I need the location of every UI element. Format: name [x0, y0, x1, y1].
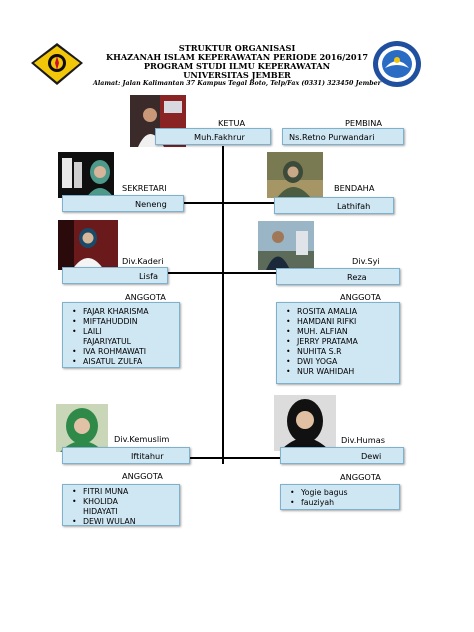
header-program: PROGRAM STUDI ILMU KEPERAWATAN — [143, 61, 331, 71]
bendahara-role: BENDAHA — [334, 183, 375, 193]
syiar-name-box: Reza — [276, 268, 400, 285]
kemuslim-photo — [56, 404, 108, 452]
anggota-kaderi-list — [62, 302, 180, 368]
header-org-name: KHAZANAH ISLAM KEPERAWATAN PERIODE 2016/2017 — [105, 52, 369, 62]
ketua-name-box: Muh.Fakhrur — [155, 128, 271, 145]
bendahara-photo — [267, 152, 323, 198]
main-vertical-connector — [222, 146, 224, 464]
list-item: • HAMDANI RIFKI — [297, 317, 397, 327]
humas-name-box: Dewi — [280, 447, 404, 464]
syiar-photo — [258, 221, 314, 270]
list-item: • FITRI MUNA — [83, 487, 177, 497]
syiar-role: Div.Syi — [352, 256, 380, 266]
list-item: • KHOLIDA HIDAYATI — [83, 497, 139, 517]
kaderi-role: Div.Kaderi — [122, 256, 164, 266]
anggota-syiar-label: ANGGOTA — [340, 292, 381, 302]
sekretaris-photo — [58, 152, 114, 198]
list-item: • LAILI FAJARIYATUL — [83, 327, 147, 347]
list-item: • NUHITA S.R — [297, 347, 397, 357]
header-address: Alamat: Jalan Kalimantan 37 Kampus Tegal Boto, Telp/Fax (0331) 323450 Jember — [93, 80, 381, 87]
anggota-kemuslim-label: ANGGOTA — [122, 471, 163, 481]
list-item: • NUR WAHIDAH — [297, 367, 397, 377]
humas-role: Div.Humas — [341, 435, 385, 445]
pembina-name-box: Ns.Retno Purwandari — [282, 128, 404, 145]
pembina-role: PEMBINA — [345, 118, 382, 128]
bendahara-name-box: Lathifah — [274, 197, 394, 214]
kaderi-connector — [166, 272, 278, 274]
anggota-kemuslim-list — [62, 484, 180, 526]
list-item: • JERRY PRATAMA — [297, 337, 397, 347]
anggota-humas-list — [280, 484, 400, 510]
list-item: • MUH. ALFIAN — [297, 327, 397, 337]
humas-photo — [274, 395, 336, 451]
anggota-humas-label: ANGGOTA — [340, 472, 381, 482]
list-item: • MIFTAHUDDIN — [83, 317, 177, 327]
list-item: • IVA ROHMAWATI — [83, 347, 177, 357]
university-logo — [30, 42, 84, 86]
kemuslim-role: Div.Kemuslim — [114, 434, 170, 444]
sekretaris-name-box: Neneng — [62, 195, 184, 212]
anggota-syiar-list — [276, 302, 400, 384]
list-item: • DEWI WULAN — [83, 517, 177, 527]
list-item: • FAJAR KHARISMA — [83, 307, 177, 317]
kaderi-name-box: Lisfa — [62, 267, 168, 284]
ketua-role: KETUA — [218, 118, 246, 128]
sekretaris-role: SEKRETARI — [122, 183, 167, 193]
kemuslim-connector — [188, 457, 280, 459]
anggota-kaderi-label: ANGGOTA — [125, 292, 166, 302]
list-item: • AISATUL ZULFA — [83, 357, 177, 367]
kemuslim-name-box: Iftitahur — [62, 447, 190, 464]
header-title: STRUKTUR ORGANISASI — [178, 43, 296, 53]
list-item: • DWI YOGA — [297, 357, 397, 367]
kaderi-photo — [58, 220, 118, 270]
header-university: UNIVERSITAS JEMBER — [183, 70, 291, 80]
list-item: • Yogie bagus — [301, 488, 397, 498]
sekretaris-connector — [182, 202, 274, 204]
list-item: • ROSITA AMALIA — [297, 307, 397, 317]
list-item: • fauziyah — [301, 498, 397, 508]
